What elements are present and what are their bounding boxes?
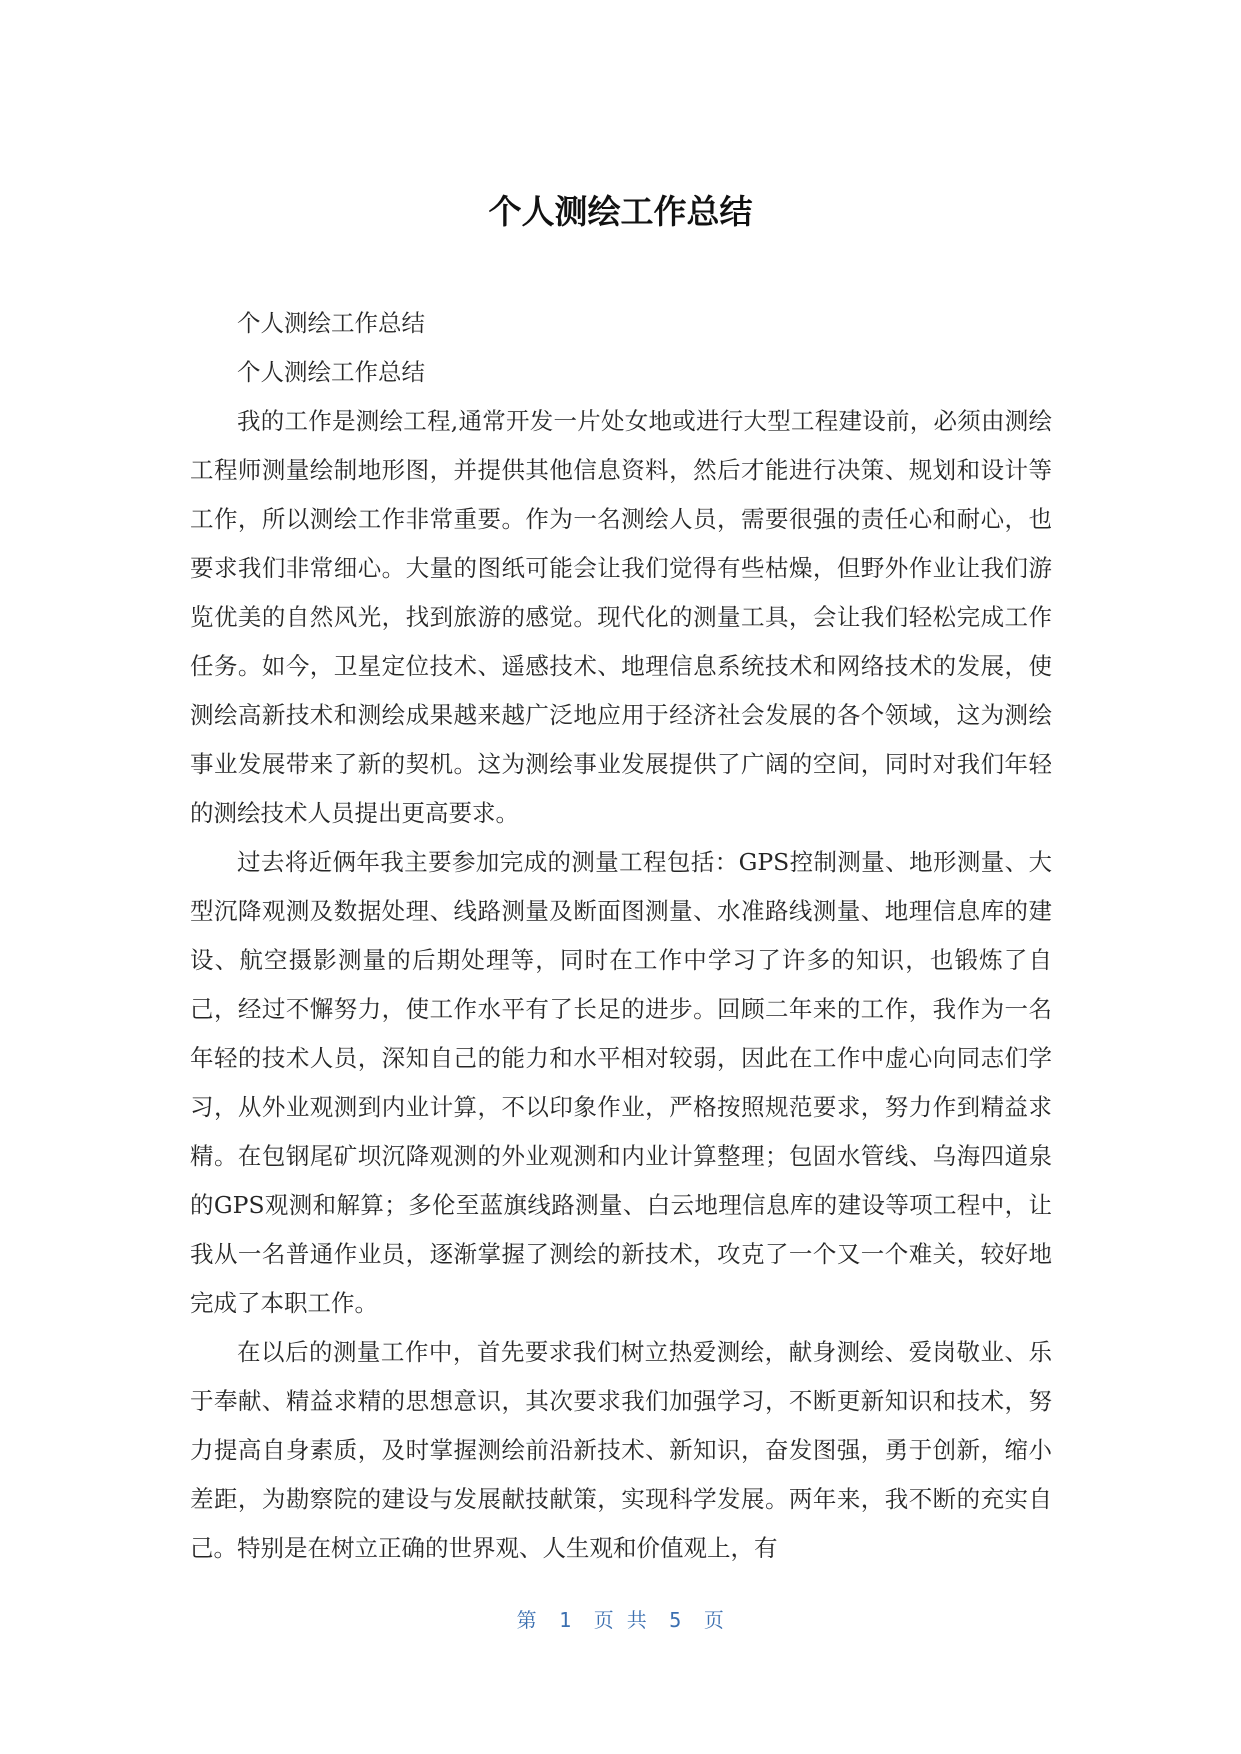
paragraph-subtitle-1: 个人测绘工作总结: [237, 309, 425, 337]
footer-prefix: 第: [516, 1608, 538, 1632]
document-body: [190, 299, 1052, 1573]
paragraph-subtitle-2: 个人测绘工作总结: [237, 358, 425, 386]
paragraph-past-work: 过去将近俩年我主要参加完成的测量工程包括：GPS控制测量、地形测量、大型沉降观测及数据处理、线路测量及断面图测量、水准路线测量、地理信息库的建设、航空摄影测量的后期处理等，同时在工作中学习了许多的知识，也锻炼了自己，经过不懈努力，使工作水平有了长足的进步。回顾二年来的工作，我作为一名年轻的技术人员，深知自己的能力和水平相对较弱，因此在工作中虚心向同志们学习，从外业观测到内业计算，不以印象作业，严格按照规范要求，努力作到精益求精。在包钢尾矿坝沉降观测的外业观测和内业计算整理；包固水管线、乌海四道泉的GPS观测和解算；多伦至蓝旗线路测量、白云地理信息库的建设等项工程中，让我从一名普通作业员，逐渐掌握了测绘的新技术，攻克了一个又一个难关，较好地完成了本职工作。: [190, 848, 1052, 1317]
footer-total-pages: 5: [669, 1608, 682, 1632]
footer-middle: 页 共: [593, 1608, 648, 1632]
document-title: 个人测绘工作总结: [488, 192, 753, 231]
footer-current-page: 1: [559, 1608, 572, 1632]
paragraph-future-work: 在以后的测量工作中，首先要求我们树立热爱测绘，献身测绘、爱岗敬业、乐于奉献、精益求精的思想意识，其次要求我们加强学习，不断更新知识和技术，努力提高自身素质，及时掌握测绘前沿新技术、新知识，奋发图强，勇于创新，缩小差距，为勘察院的建设与发展献技献策，实现科学发展。两年来，我不断的充实自己。特别是在树立正确的世界观、人生观和价值观上，有: [190, 1338, 1052, 1562]
page-footer: [0, 1606, 1241, 1634]
footer-suffix: 页: [703, 1608, 725, 1632]
paragraph-intro: 我的工作是测绘工程,通常开发一片处女地或进行大型工程建设前，必须由测绘工程师测量绘制地形图，并提供其他信息资料，然后才能进行决策、规划和设计等工作，所以测绘工作非常重要。作为一名测绘人员，需要很强的责任心和耐心，也要求我们非常细心。大量的图纸可能会让我们觉得有些枯燥，但野外作业让我们游览优美的自然风光，找到旅游的感觉。现代化的测量工具，会让我们轻松完成工作任务。如今，卫星定位技术、遥感技术、地理信息系统技术和网络技术的发展，使测绘高新技术和测绘成果越来越广泛地应用于经济社会发展的各个领域，这为测绘事业发展带来了新的契机。这为测绘事业发展提供了广阔的空间，同时对我们年轻的测绘技术人员提出更高要求。: [190, 407, 1052, 827]
